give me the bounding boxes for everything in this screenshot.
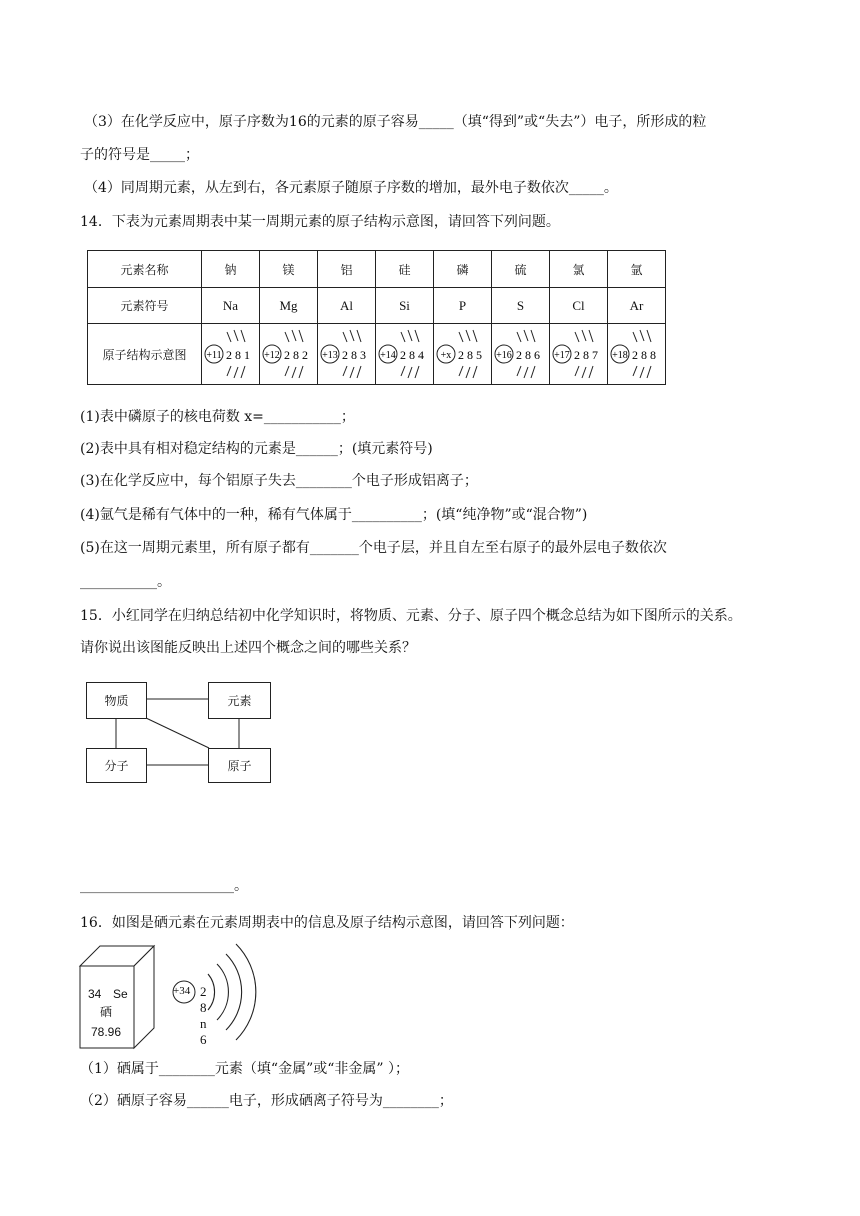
shell-electrons: 2 8 1 bbox=[225, 348, 250, 362]
q15-stem-line2: 请你说出该图能反映出上述四个概念之间的哪些关系？ bbox=[80, 640, 416, 656]
element-symbol: Al bbox=[318, 288, 376, 324]
nucleus-charge: +x bbox=[440, 350, 451, 361]
q14-sub5-continued: ___________。 bbox=[80, 574, 171, 590]
concept-box-molecule bbox=[86, 748, 147, 783]
q16-sub1: （1）硒属于________元素（填“金属”或“非金属” ）； bbox=[80, 1061, 409, 1077]
concept-box-atom bbox=[208, 748, 271, 783]
element-name: 铝 bbox=[318, 251, 376, 288]
q14-sub2: (2)表中具有相对稳定结构的元素是______；(填元素符号) bbox=[80, 441, 433, 457]
element-symbol: Mg bbox=[260, 288, 318, 324]
concept-box-element bbox=[208, 682, 271, 719]
row-header-name: 元素名称 bbox=[88, 251, 202, 288]
q16-stem: 16．如图是硒元素在元素周期表中的信息及原子结构示意图，请回答下列问题： bbox=[80, 915, 574, 931]
q15-answer-line: ______________________。 bbox=[80, 878, 248, 894]
se-nucleus-charge: +34 bbox=[173, 985, 191, 997]
shell-electrons: 2 8 5 bbox=[457, 348, 482, 362]
element-symbol: Si bbox=[376, 288, 434, 324]
element-name: 磷 bbox=[434, 251, 492, 288]
element-name: 氩 bbox=[608, 251, 666, 288]
se-symbol: Se bbox=[113, 987, 128, 1001]
element-symbol: Ar bbox=[608, 288, 666, 324]
q15-stem-line1: 15．小红同学在归纳总结初中化学知识时，将物质、元素、分子、原子四个概念总结为如下图所示的关系。 bbox=[80, 608, 742, 624]
q14-sub4: (4)氩气是稀有气体中的一种，稀有气体属于__________；(填“纯净物”或“混合物”) bbox=[80, 507, 588, 523]
q13-part4: （4）同周期元素，从左到右，各元素原子随原子序数的增加，最外电子数依次_____。 bbox=[84, 180, 618, 196]
element-name: 硫 bbox=[492, 251, 550, 288]
nucleus-charge: +11 bbox=[205, 350, 222, 361]
element-name: 氯 bbox=[550, 251, 608, 288]
se-name: 硒 bbox=[100, 1005, 113, 1019]
shell-electrons: 2 8 2 bbox=[283, 348, 308, 362]
row-header-diagram: 原子结构示意图 bbox=[88, 324, 202, 385]
nucleus-charge: +17 bbox=[553, 350, 570, 361]
concept-label: 分子 bbox=[104, 759, 129, 773]
se-atomic-mass: 78.96 bbox=[91, 1025, 122, 1039]
element-symbol: S bbox=[492, 288, 550, 324]
row-header-symbol: 元素符号 bbox=[88, 288, 202, 324]
element-symbol: Cl bbox=[550, 288, 608, 324]
nucleus-charge: +18 bbox=[611, 350, 628, 361]
shell-electrons: 2 8 6 bbox=[515, 348, 540, 362]
nucleus-charge: +16 bbox=[495, 350, 512, 361]
q14-sub1: (1)表中磷原子的核电荷数 x=___________； bbox=[80, 409, 355, 425]
element-name: 硅 bbox=[376, 251, 434, 288]
q16-sub2: （2）硒原子容易______电子，形成硒离子符号为________； bbox=[80, 1093, 453, 1109]
shell-electrons: 2 8 4 bbox=[399, 348, 424, 362]
shell-electrons: 2 8 3 bbox=[341, 348, 366, 362]
concept-label: 元素 bbox=[227, 694, 252, 708]
shell-electrons: 2 8 7 bbox=[573, 348, 598, 362]
q13-part3-continued: 子的符号是_____； bbox=[80, 147, 199, 163]
element-name: 镁 bbox=[260, 251, 318, 288]
se-shell-electrons: 2 8 n 6 bbox=[200, 984, 210, 1047]
q14-sub3: (3)在化学反应中，每个铝原子失去________个电子形成铝离子； bbox=[80, 473, 478, 489]
q13-part3: （3）在化学反应中，原子序数为16的元素的原子容易_____（填“得到”或“失去”）电子，所形成的粒 bbox=[84, 114, 707, 130]
concept-label: 物质 bbox=[104, 694, 129, 708]
element-symbol: Na bbox=[202, 288, 260, 324]
concept-box-substance bbox=[86, 682, 147, 719]
nucleus-charge: +12 bbox=[263, 350, 280, 361]
nucleus-charge: +14 bbox=[379, 350, 396, 361]
nucleus-charge: +13 bbox=[321, 350, 338, 361]
shell-electrons: 2 8 8 bbox=[631, 348, 656, 362]
element-name: 钠 bbox=[202, 251, 260, 288]
element-symbol: P bbox=[434, 288, 492, 324]
q14-sub5: (5)在这一周期元素里，所有原子都有_______个电子层，并且自左至右原子的最外层电子数依次 bbox=[80, 540, 667, 556]
concept-label: 原子 bbox=[227, 759, 252, 773]
se-atomic-number: 34 bbox=[88, 987, 102, 1001]
q14-stem: 14．下表为元素周期表中某一周期元素的原子结构示意图，请回答下列问题。 bbox=[80, 214, 560, 230]
